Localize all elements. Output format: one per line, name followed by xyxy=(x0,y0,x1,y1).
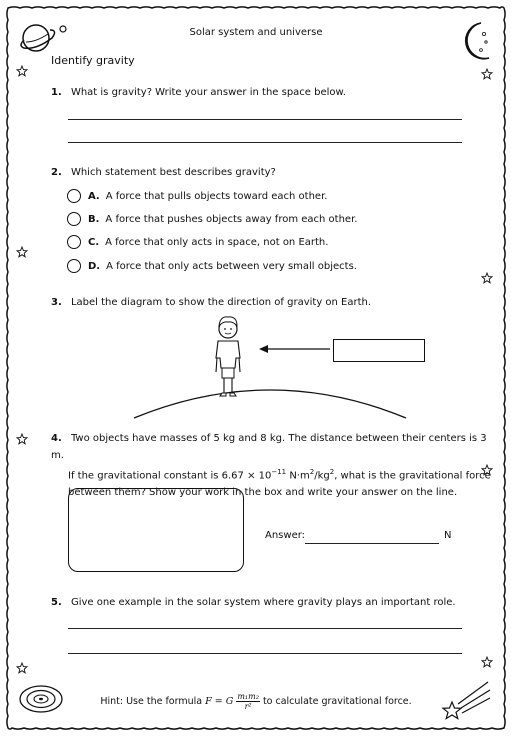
question-number: 3. xyxy=(51,297,62,308)
option-c[interactable] xyxy=(67,235,328,249)
formula-denominator: r² xyxy=(244,702,252,711)
answer-line[interactable] xyxy=(68,142,462,143)
option-b[interactable] xyxy=(67,212,357,226)
star-icon xyxy=(16,662,28,674)
question-1 xyxy=(51,84,346,101)
question-text-line2 xyxy=(51,464,491,484)
formula-lhs: F = G xyxy=(205,696,234,707)
work-box[interactable] xyxy=(68,488,244,572)
question-number: 2. xyxy=(51,167,62,178)
star-icon xyxy=(16,246,28,258)
option-letter: A. xyxy=(88,190,100,202)
option-letter: B. xyxy=(88,213,100,225)
formula-numerator: m₁m₂ xyxy=(237,692,259,701)
formula-fraction xyxy=(236,692,260,711)
answer-label: Answer: xyxy=(265,530,306,541)
question-text: Which statement best describes gravity? xyxy=(70,167,276,178)
question-number: 5. xyxy=(51,597,62,608)
question-text-line3: between them? Show your work in the box and write your answer on the line. xyxy=(68,487,458,499)
question-5 xyxy=(51,594,456,611)
option-text: A force that pulls objects toward each other. xyxy=(105,190,328,202)
radio-circle[interactable] xyxy=(67,189,81,203)
question-text-line1: Two objects have masses of 5 kg and 8 kg. The distance between their centers is 3 m. xyxy=(51,433,487,461)
text-fragment: , what is the gravitational force xyxy=(334,470,491,482)
question-number: 1. xyxy=(51,87,62,98)
question-3 xyxy=(51,294,371,311)
star-icon xyxy=(16,65,28,77)
arrow-icon xyxy=(259,345,330,353)
exponent: 2 xyxy=(329,468,335,476)
hint-prefix: Hint: Use the formula xyxy=(100,696,206,707)
exponent: 2 xyxy=(309,468,315,476)
question-text: Label the diagram to show the direction of gravity on Earth. xyxy=(70,297,372,308)
option-letter: D. xyxy=(88,260,101,272)
answer-line[interactable] xyxy=(68,628,462,629)
option-letter: C. xyxy=(88,236,100,248)
star-icon xyxy=(481,68,493,80)
label-box[interactable] xyxy=(333,339,425,362)
option-d[interactable] xyxy=(67,259,357,273)
option-a[interactable] xyxy=(67,189,327,203)
hint-suffix: to calculate gravitational force. xyxy=(259,696,412,707)
radio-circle[interactable] xyxy=(67,259,81,273)
planet-icon xyxy=(12,18,60,58)
gravity-diagram xyxy=(130,312,410,422)
earth-surface xyxy=(134,390,406,418)
text-fragment: N·m xyxy=(286,470,310,482)
answer-line[interactable] xyxy=(305,543,439,544)
exponent: −11 xyxy=(271,468,287,476)
person-figure xyxy=(216,317,240,396)
radio-circle[interactable] xyxy=(67,212,81,226)
option-text: A force that only acts in space, not on Earth. xyxy=(105,236,329,248)
option-text: A force that only acts between very small objects. xyxy=(106,260,357,272)
question-text: What is gravity? Write your answer in the space below. xyxy=(70,87,346,98)
hint-text xyxy=(0,692,512,711)
question-number: 4. xyxy=(51,433,62,444)
worksheet-header: Solar system and universe xyxy=(189,27,323,38)
text-fragment: If the gravitational constant is 6.67 × 10 xyxy=(68,470,272,482)
star-icon xyxy=(481,656,493,668)
star-icon xyxy=(481,272,493,284)
answer-line[interactable] xyxy=(68,653,462,654)
answer-unit: N xyxy=(444,530,452,541)
question-text: Give one example in the solar system where gravity plays an important role. xyxy=(70,597,456,608)
answer-line[interactable] xyxy=(68,119,462,120)
star-icon xyxy=(16,433,28,445)
radio-circle[interactable] xyxy=(67,235,81,249)
section-title: Identify gravity xyxy=(51,54,135,67)
text-fragment: /kg xyxy=(314,470,330,482)
option-text: A force that pushes objects away from each other. xyxy=(105,213,358,225)
question-2 xyxy=(51,164,276,181)
